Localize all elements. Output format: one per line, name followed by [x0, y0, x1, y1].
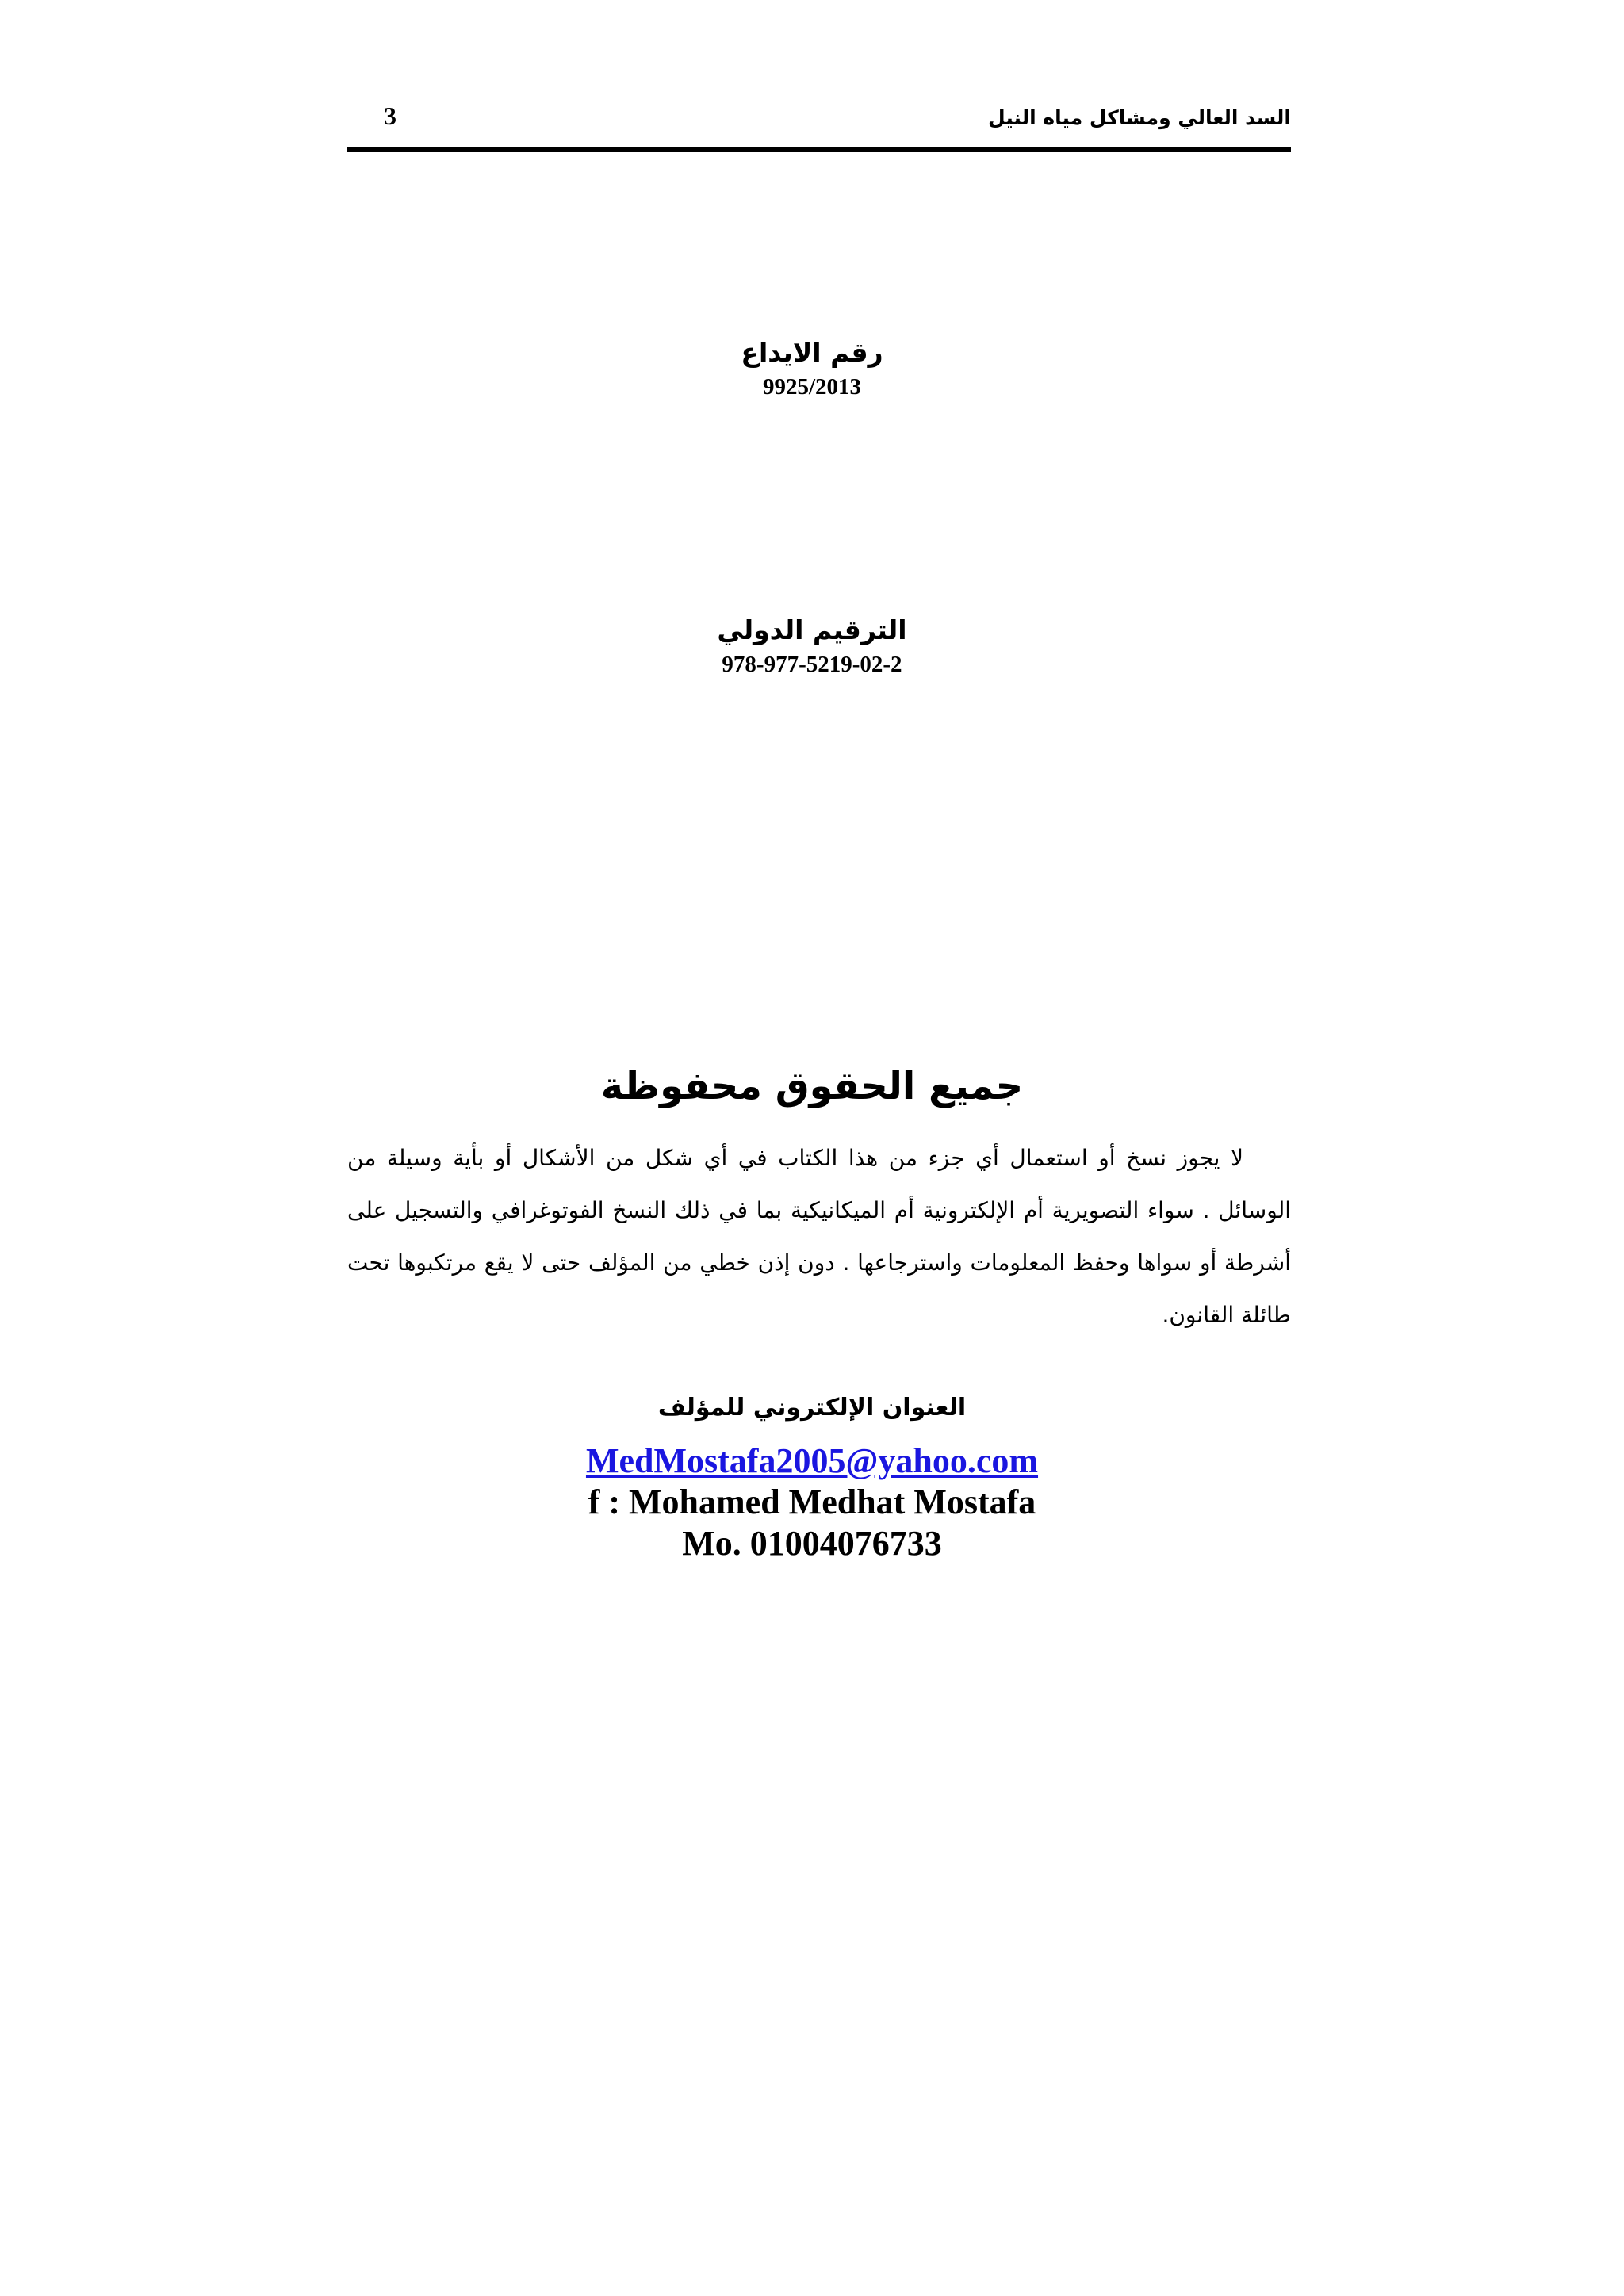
isbn-number: 978-977-5219-02-2 [722, 652, 902, 677]
facebook-name: f : Mohamed Medhat Mostafa [588, 1483, 1036, 1521]
contact-section [0, 1394, 1624, 1564]
rights-paragraph: لا يجوز نسخ أو استعمال أي جزء من هذا الكتاب في أي شكل من الأشكال أو بأية وسيلة من الوسائل . سواء التصويرية أم الإلكترونية أم الميكانيكية بما في ذلك النسخ الفوتوغرافي والتسجيل على أشرطة أو سواها وحفظ المعلومات واسترجاعها . دون إذن خطي من المؤلف حتى لا يقع مرتكبوها تحت طائلة القانون. [347, 1145, 1291, 1328]
deposit-section [0, 337, 1624, 400]
isbn-label: الترقيم الدولي [717, 614, 907, 645]
page-header [347, 98, 1291, 152]
email-label: العنوان الإلكتروني للمؤلف [657, 1394, 967, 1422]
email-link[interactable]: MedMostafa2005@yahoo.com [585, 1441, 1039, 1480]
running-title: السد العالي ومشاكل مياه النيل [988, 106, 1291, 129]
page-number: 3 [384, 101, 396, 130]
deposit-number: 9925/2013 [762, 374, 862, 400]
rights-heading: جميع الحقوق محفوظة [600, 1064, 1024, 1108]
deposit-label: رقم الايداع [741, 337, 883, 368]
mobile-number: Mo. 01004076733 [682, 1524, 942, 1563]
isbn-section [0, 614, 1624, 678]
